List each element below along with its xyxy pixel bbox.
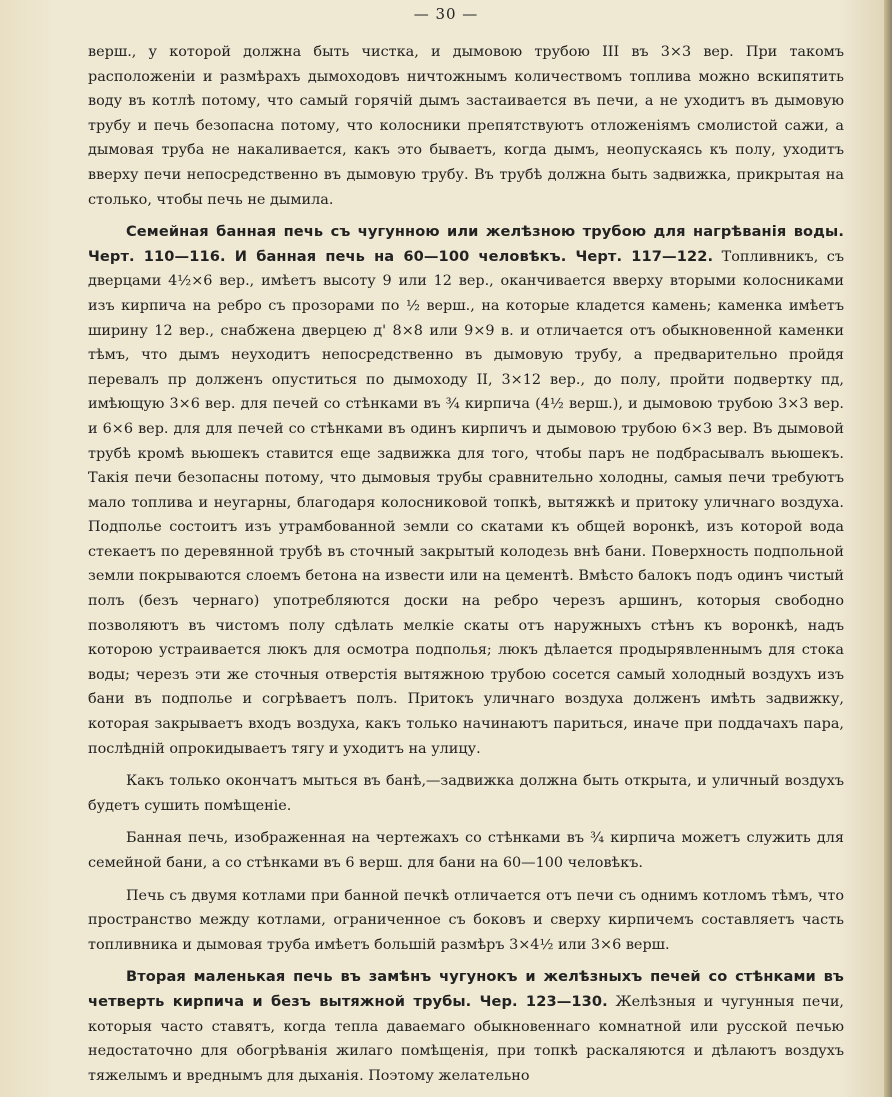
page-edge-shadow	[884, 0, 892, 1097]
paragraph-6-text: Желѣзныя и чугунныя печи, которыя часто ставятъ, когда тепла даваемаго обыкновеннаго комнатной или русской печью недостаточно для обогрѣванія жилаго помѣщенія, при топкѣ раскаляются и дѣлаютъ воздухъ тяжелымъ и вреднымъ для дыханія. Поэтому желательно	[88, 993, 844, 1084]
paragraph-5	[88, 884, 844, 958]
page-body	[88, 40, 844, 1088]
paragraph-3	[88, 769, 844, 818]
paragraph-5-text: Печь съ двумя котлами при банной печкѣ отличается отъ печи съ однимъ котломъ тѣмъ, что пространство между котлами, ограниченное съ боковъ и сверху кирпичемъ составляетъ часть топливника и дымовая труба имѣетъ большій размѣръ 3×4½ или 3×6 верш.	[88, 887, 844, 953]
paragraph-2	[88, 220, 844, 761]
paragraph-4-text: Банная печь, изображенная на чертежахъ со стѣнками въ ¾ кирпича можетъ служить для семейной бани, а со стѣнками въ 6 верш. для бани на 60—100 человѣкъ.	[88, 830, 844, 871]
paragraph-3-text: Какъ только окончатъ мыться въ банѣ,—задвижка должна быть открыта, и уличный воздухъ будетъ сушить помѣщеніе.	[88, 773, 844, 814]
section-heading-small-stove: Вторая маленькая печь въ замѣнъ чугунокъ и желѣзныхъ печей со стѣнками въ четверть кирпича и безъ вытяжной трубы. Чер. 123—130.	[88, 968, 844, 1010]
page-number: — 30 —	[413, 5, 479, 23]
paragraph-6	[88, 965, 844, 1088]
paragraph-1-text: верш., у которой должна быть чистка, и дымовою трубою III въ 3×3 вер. При такомъ расположеніи и размѣрахъ дымоходовъ ничтожнымъ количествомъ топлива можно вскипятить воду въ котлѣ потому, что самый горячій дымъ застаивается въ печи, а не уходитъ въ дымовую трубу и печь безопасна потому, что колосники препятствуютъ отложеніямъ смолистой сажи, а дымовая труба не накаливается, какъ это бываетъ, когда дымъ, неопускаясь къ полу, уходитъ вверху печи непосредственно въ дымовую трубу. Въ трубѣ должна быть задвижка, прикрытая на столько, чтобы печь не дымила.	[88, 44, 844, 208]
paragraph-1	[88, 40, 844, 212]
section-heading-bath-stove: Семейная банная печь съ чугунною или желѣзною трубою для нагрѣванія воды. Черт. 110—116. И банная печь на 60—100 человѣкъ. Черт. 117—122.	[88, 223, 844, 265]
paragraph-2-text: Топливникъ, съ дверцами 4½×6 вер., имѣетъ высоту 9 или 12 вер., оканчивается вверху вторыми колосниками изъ кирпича на ребро съ прозорами по ½ верш., на которые кладется камень; каменка имѣетъ ширину 12 вер., снабжена дверцею д' 8×8 или 9×9 в. и отличается отъ обыкновенной каменки тѣмъ, что дымъ неуходитъ непосредственно въ дымовую трубу, а предварительно пройдя перевалъ пр долженъ опуститься по дымоходу II, 3×12 вер., до полу, пройти подвертку пд, имѣющую 3×6 вер. для печей со стѣнками въ ¾ кирпича (4½ верш.), и дымовою трубою 3×3 вер. и 6×6 вер. для для печей со стѣнками въ одинъ кирпичъ и дымовою трубою 6×3 вер. Въ дымовой трубѣ кромѣ вьюшекъ ставится еще задвижка для того, чтобы паръ не подбрасывалъ вьюшекъ. Такія печи безопасны потому, что дымовыя трубы сравнительно холодны, самыя печи требуютъ мало топлива и неугарны, благодаря колосниковой топкѣ, вытяжкѣ и притоку уличнаго воздуха. Подполье состоитъ изъ утрамбованной земли со скатами къ общей воронкѣ, изъ которой вода стекаетъ по деревянной трубѣ въ сточный закрытый колодезь внѣ бани. Поверхность подпольной земли покрываются слоемъ бетона на извести или на цементѣ. Вмѣсто балокъ подъ одинъ чистый полъ (безъ чернаго) употребляются доски на ребро черезъ аршинъ, которыя свободно позволяютъ въ чистомъ полу сдѣлать мелкіе скаты отъ наружныхъ стѣнъ къ воронкѣ, надъ которою устраивается люкъ для осмотра подполья; люкъ дѣлается продырявленнымъ для стока воды; черезъ эти же сточныя отверстія вытяжною трубою сосется самый холодный воздухъ изъ бани въ подполье и согрѣваетъ полъ. Притокъ уличнаго воздуха долженъ имѣть задвижку, которая закрываетъ входъ воздуха, какъ только начинаютъ париться, иначе при поддачахъ пара, послѣдній опрокидываетъ тягу и уходитъ на улицу.	[88, 248, 845, 757]
paragraph-4	[88, 826, 844, 875]
